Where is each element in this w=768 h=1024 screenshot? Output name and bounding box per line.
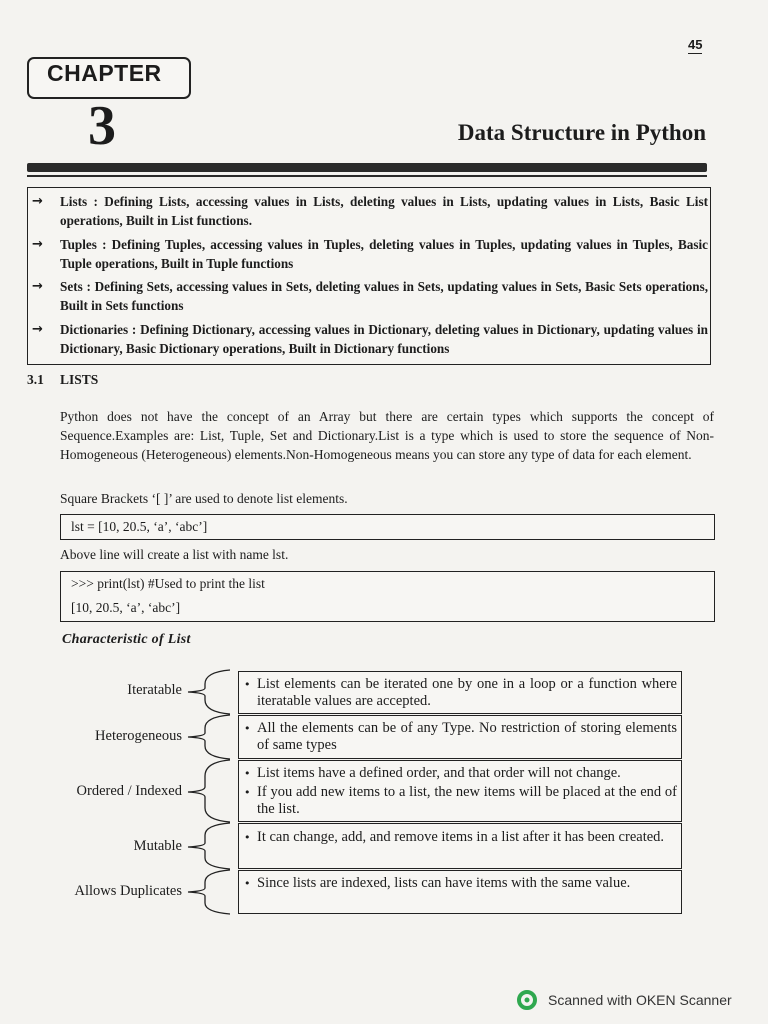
objective-text: Sets : Defining Sets, accessing values in Sets, deleting values in Sets, updating values in Sets, Basic Sets operations, Built in Sets functions (60, 279, 708, 313)
characteristic-box-mutable (238, 823, 682, 869)
characteristic-point: • List elements can be iterated one by one in a loop or a function where iteratable values are accepted. (244, 676, 677, 709)
bullet-icon: • (244, 767, 251, 780)
scanner-watermark (516, 989, 732, 1011)
list-name-paragraph: Above line will create a list with name lst. (60, 547, 289, 562)
bullet-icon: • (244, 877, 251, 890)
characteristic-box-allows-duplicates (238, 870, 682, 914)
brace-icon (188, 670, 230, 714)
characteristic-point: • List items have a defined order, and that order will not change. (244, 765, 621, 781)
page-number: 45 (688, 37, 703, 52)
scanner-watermark-text: Scanned with OKEN Scanner (548, 992, 732, 1008)
characteristics-heading: Characteristic of List (62, 632, 191, 647)
brace-icon (188, 870, 230, 914)
characteristic-point: • If you add new items to a list, the new items will be placed at the end of the list. (244, 784, 677, 817)
characteristic-label-heterogeneous: Heterogeneous (95, 728, 182, 744)
characteristic-point: • Since lists are indexed, lists can have items with the same value. (244, 875, 631, 891)
brace-icon (188, 760, 230, 822)
brace-icon (188, 715, 230, 759)
characteristic-point: • It can change, add, and remove items in a list after it has been created. (244, 829, 665, 845)
arrow-icon: → (32, 322, 43, 337)
code-output-line: [10, 20.5, ‘a’, ‘abc’] (71, 600, 181, 615)
square-brackets-paragraph: Square Brackets ‘[ ]’ are used to denote list elements. (60, 491, 348, 506)
characteristic-label-ordered-indexed: Ordered / Indexed (76, 783, 182, 799)
arrow-icon: → (32, 237, 43, 252)
characteristic-label-mutable: Mutable (133, 838, 182, 854)
characteristic-box-ordered-indexed (238, 760, 682, 822)
characteristic-box-iteratable (238, 671, 682, 714)
chapter-number: 3 (88, 95, 116, 157)
bullet-icon: • (244, 786, 251, 799)
characteristic-label-allows-duplicates: Allows Duplicates (74, 883, 182, 899)
brace-icon (188, 823, 230, 869)
bullet-icon: • (244, 678, 251, 691)
chapter-label: CHAPTER (47, 60, 162, 86)
objective-text: Tuples : Defining Tuples, accessing values in Tuples, deleting values in Tuples, updating values in Tuples, Basic Tuple operations, Built in Tuple functions (60, 237, 708, 271)
oken-scanner-logo-icon (516, 989, 538, 1011)
arrow-icon: → (32, 194, 43, 209)
code-line: >>> print(lst) #Used to print the list (71, 576, 265, 591)
characteristic-point: • All the elements can be of any Type. No restriction of storing elements of same types (244, 720, 677, 753)
code-line: lst = [10, 20.5, ‘a’, ‘abc’] (71, 519, 208, 534)
chapter-title: Data Structure in Python (457, 120, 706, 145)
bullet-icon: • (244, 831, 251, 844)
section-title: LISTS (60, 372, 99, 387)
arrow-icon: → (32, 279, 43, 294)
objective-text: Lists : Defining Lists, accessing values in Lists, deleting values in Lists, updating values in Lists, Basic List operations, Built in List functions. (60, 194, 708, 228)
section-number: 3.1 (27, 372, 44, 387)
lists-intro-paragraph: Python does not have the concept of an Array but there are certain types which supports the concept of Sequence.Examples are: List, Tuple, Set and Dictionary.List is a type which is used to store the sequence of Non-Homogeneous (Heterogeneous) elements.Non-Homogeneous means you can store any type of data for each element. (60, 409, 714, 462)
objective-text: Dictionaries : Defining Dictionary, accessing values in Dictionary, deleting values in Dictionary, updating values in Dictionary, Basic Dictionary operations, Built in Dictionary functions (60, 322, 708, 356)
bullet-icon: • (244, 722, 251, 735)
characteristic-label-iteratable: Iteratable (127, 682, 182, 698)
characteristic-box-heterogeneous (238, 715, 682, 759)
